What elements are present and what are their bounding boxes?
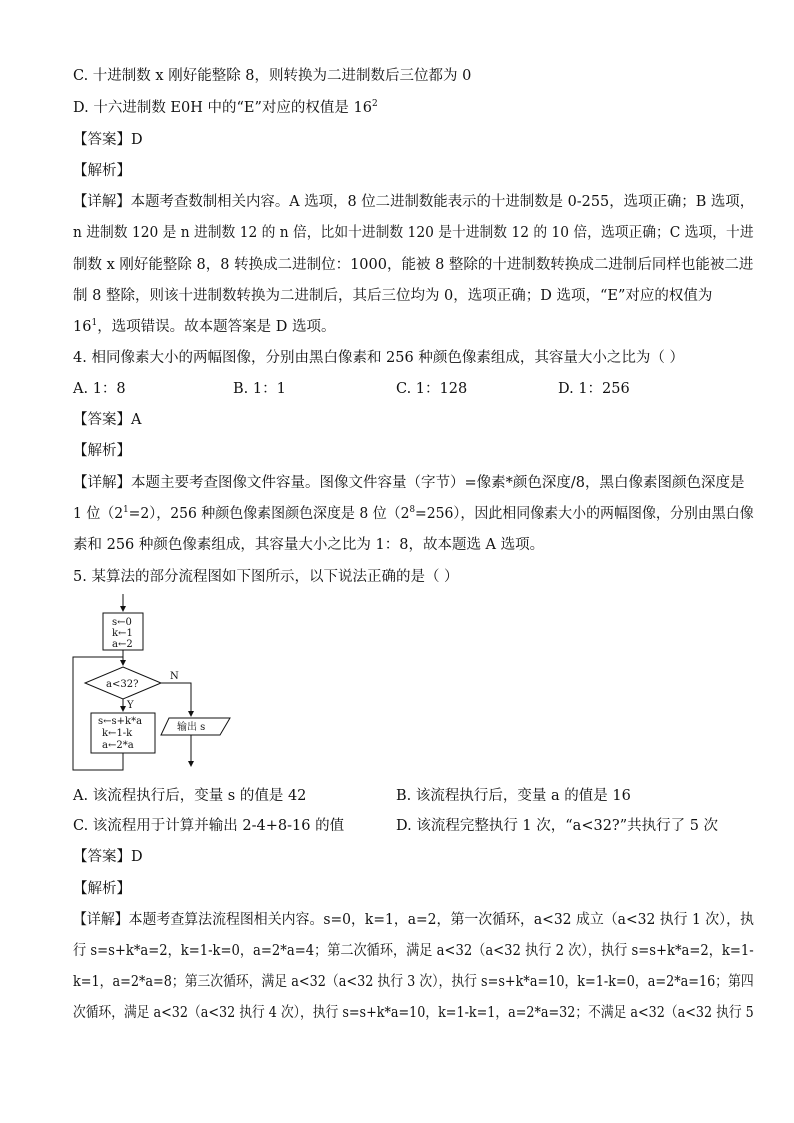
q3-option-d (73, 98, 378, 118)
q4-option-c: C. 1：128 (396, 381, 468, 397)
output-text: 输出 s (177, 722, 206, 733)
no-label: N (170, 671, 179, 682)
q3-detail-exponent: 1 (91, 318, 98, 328)
q4-detail-line-1: 【详解】本题主要考查图像文件容量。图像文件容量（字节）=像素*颜色深度/8，黑白像素图颜色深度是 (73, 475, 745, 491)
init-s: s←0 (112, 617, 132, 628)
q5-option-a: A. 该流程执行后，变量 s 的值是 42 (73, 788, 307, 804)
q5-answer: 【答案】D (73, 849, 143, 865)
init-a: a←2 (112, 639, 133, 650)
q3-option-d-exponent: 2 (371, 99, 378, 109)
yes-label: Y (127, 700, 134, 711)
body-k: k←1-k (102, 728, 133, 739)
q3-detail-line-2: n 进制数 120 是 n 进制数 12 的 n 倍，比如十进制数 120 是十进制数 12 的 10 倍，选项正确；C 选项，十进 (73, 225, 754, 241)
decision-condition: a<32? (106, 679, 139, 690)
q4-detail-line-2 (73, 504, 754, 524)
q5-option-c: C. 该流程用于计算并输出 2-4+8-16 的值 (73, 818, 345, 834)
init-k: k←1 (112, 628, 133, 639)
q4-analysis-heading: 【解析】 (73, 443, 131, 459)
q3-analysis-heading: 【解析】 (73, 163, 131, 179)
q3-option-c: C. 十进制数 x 刚好能整除 8，则转换为二进制数后三位都为 0 (73, 68, 472, 84)
q5-detail-line-3: k=1，a=2*a=8；第三次循环，满足 a<32（a<32 执行 3 次），执行 s=s+k*a=10，k=1-k=0，a=2*a=16；第四 (73, 974, 754, 990)
algorithm-flowchart (60, 592, 260, 777)
q5-analysis-heading: 【解析】 (73, 881, 131, 897)
q4-option-a: A. 1：8 (73, 381, 126, 397)
q5-detail-line-2: 行 s=s+k*a=2，k=1-k=0，a=2*a=4；第二次循环，满足 a<32（a<32 执行 2 次），执行 s=s+k*a=2，k=1- (73, 943, 754, 959)
q5-option-b: B. 该流程执行后，变量 a 的值是 16 (396, 788, 631, 804)
body-a: a←2*a (102, 740, 134, 751)
q3-detail-line-3: 制数 x 刚好能整除 8，8 转换成二进制位：1000，能被 8 整除的十进制数转换成二进制后同样也能被二进 (73, 257, 754, 273)
q3-detail-base: 16 (73, 319, 92, 335)
q4-option-d: D. 1：256 (558, 381, 630, 397)
q4-detail-part-a: 1 位（2 (73, 506, 124, 522)
q4-detail-part-c: =256），因此相同像素大小的两幅图像，分别由黑白像 (415, 506, 754, 522)
q4-detail-line-3: 素和 256 种颜色像素组成，其容量大小之比为 1：8，故本题选 A 选项。 (73, 537, 545, 553)
q4-question: 4. 相同像素大小的两幅图像，分别由黑白像素和 256 种颜色像素组成，其容量大小之比为（ ） (73, 350, 684, 366)
q3-detail-tail: ，选项错误。故本题答案是 D 选项。 (97, 319, 336, 335)
q5-option-d: D. 该流程完整执行 1 次，“a<32?”共执行了 5 次 (396, 818, 719, 834)
q4-detail-part-b: =2），256 种颜色像素图颜色深度是 8 位（2 (128, 506, 410, 522)
q4-answer: 【答案】A (73, 412, 142, 428)
body-s: s←s+k*a (98, 716, 143, 727)
q3-detail-line-4: 制 8 整除，则该十进制数转换为二进制后，其后三位均为 0，选项正确；D 选项，“E”对应的权值为 (73, 288, 713, 304)
q5-detail-line-1: 【详解】本题考查算法流程图相关内容。s=0，k=1，a=2，第一次循环，a<32 成立（a<32 执行 1 次），执 (73, 912, 754, 928)
q3-detail-line-1: 【详解】本题考查数制相关内容。A 选项，8 位二进制数能表示的十进制数是 0-255，选项正确；B 选项， (73, 194, 755, 210)
q3-detail-line-5 (73, 317, 336, 337)
q4-detail-exponent-1: 1 (123, 505, 129, 515)
no-arrow (161, 683, 191, 716)
q4-option-b: B. 1：1 (233, 381, 286, 397)
q3-answer: 【答案】D (73, 132, 143, 148)
q5-detail-line-4: 次循环，满足 a<32（a<32 执行 4 次），执行 s=s+k*a=10，k=1-k=1，a=2*a=32；不满足 a<32（a<32 执行 5 (73, 1005, 754, 1021)
q4-detail-exponent-8: 8 (409, 505, 416, 515)
q5-question: 5. 某算法的部分流程图如下图所示，以下说法正确的是（ ） (73, 569, 459, 585)
q3-option-d-text: D. 十六进制数 E0H 中的“E”对应的权值是 16 (73, 100, 372, 116)
